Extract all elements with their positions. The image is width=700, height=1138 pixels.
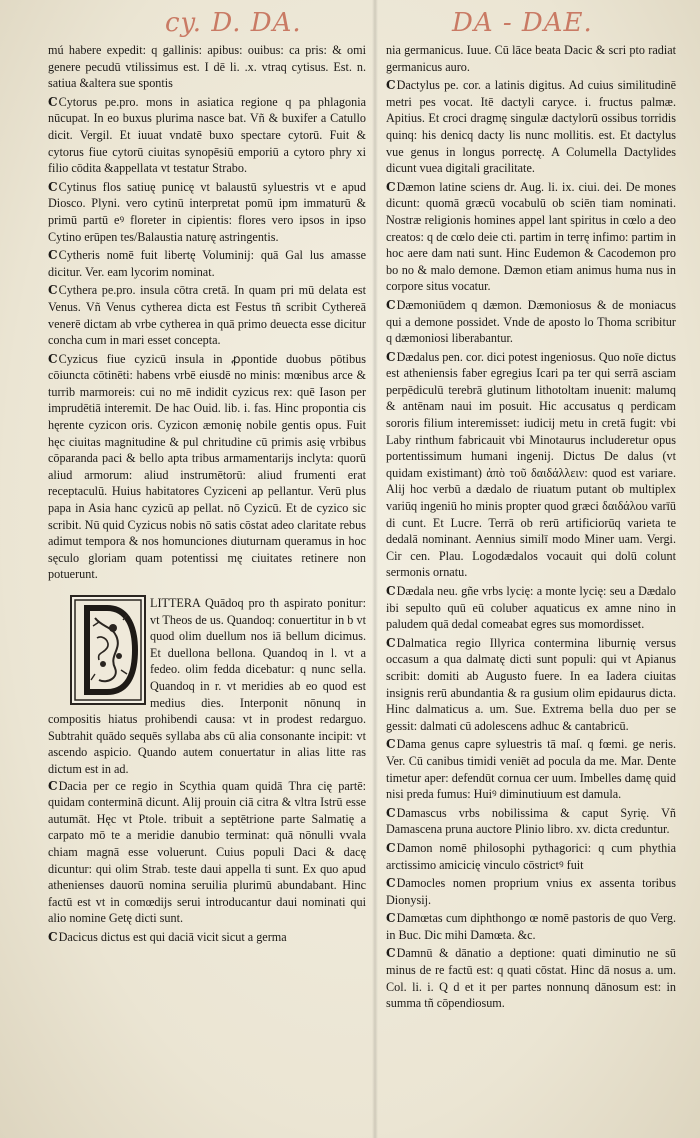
entry-dacicus — [48, 929, 366, 946]
entry-text: Damocles nomen proprium vnius ex assenta toribus Dionysij. — [386, 876, 676, 907]
page-gutter — [372, 0, 378, 1138]
decorated-initial-d-icon — [70, 595, 146, 705]
paragraph-mark-icon: C — [386, 297, 396, 312]
page-header-left: cy. D. DA. — [165, 8, 302, 38]
entry-dacia — [48, 778, 366, 927]
paragraph-mark-icon: C — [48, 179, 58, 194]
left-column — [48, 42, 366, 947]
paragraph-mark-icon: C — [48, 351, 58, 366]
entry-daedalus — [386, 349, 676, 581]
entry-text: Dama genus capre syluestris tā maſ. q fœmi. ge neris. Ver. Cū canibus timidi veniēt ad pocula da me. Mar. Dente timetur aper: defendūt cornua cer uum. Imbelles damę quid nisi preda fumus: Huiꝰ diminutiuum est damula. — [386, 737, 676, 802]
paragraph-mark-icon: C — [386, 737, 396, 752]
entry-text: Cytheris nomē fuit libertę Voluminij: quā Gal lus amasse dicitur. Ver. eam lycorim nominat. — [48, 248, 366, 279]
entry-text: LITTERA Quādoq pro th aspirato ponitur: vt Theos de us. Quandoq: conuertitur in b vt quod olim duellum nos iā bellum dicimus. Et duellona bellona. Quandoq in l. vt a fedeo. olim fedda dicebatur: q nunc sella. Quandoq in r. vt meridies ab eo quod est medius dies. Interponit nōnunq in compositis hiatus prohibendi causa: vt in prodest redarguo. Subtrahit quādo sequēs syllaba abs cū alia consonante incipit: vt ascendo aspicio. Quando autem conuertatur in alias litte ras dictum est in ad. — [48, 596, 366, 776]
entry-text: mú habere expedit: q gallinis: apibus: ouibus: ca pris: & omi genere pecudū vtilissimus est. I dē li. .x. vtraq cytisus. Est. n. satiua &altera sue spontis — [48, 43, 366, 91]
entry-text: Dalmatica regio Illyrica contermina liburnię versus occasum a qua dalmatę dicti sunt populi: qui vt Apianus scribit: domiti ab Augusto fuere. In ea Iadera ciuitas insignis rerū abundantia & ra gusium olim epidaurus dicta. Hinc dalmaticus a. um. Sue. Extrema bella duo per se gessit: dalmati cū adolescens adhuc & cantabricū. — [386, 635, 676, 733]
entry-cyzicus — [48, 351, 366, 583]
entry-damon — [386, 840, 676, 873]
entry-dama — [386, 736, 676, 802]
entry-cytorus — [48, 94, 366, 177]
paragraph-mark-icon: C — [48, 778, 58, 793]
entry-daemon — [386, 179, 676, 295]
paragraph-mark-icon: C — [386, 584, 396, 598]
entry-damascus — [386, 805, 676, 838]
entry-dactylus — [386, 77, 676, 177]
entry-dalmatica — [386, 635, 676, 735]
right-column — [386, 42, 676, 1014]
entry-text: Cytinus flos satiuę punicę vt balaustū syluestris vt e apud Diosco. Plyni. vero cytinū interpretat pomū ipm immaturū & primū partū eꝰ floreter in cipientis: flores vero ipsos in ipso Cytino erūpen tes/Balaustia naturę astringentis. — [48, 179, 366, 244]
paragraph-mark-icon: C — [48, 929, 58, 944]
paragraph-mark-icon: C — [386, 840, 396, 855]
entry-text: Cytorus pe.pro. mons in asiatica regione q pa phlagonia nūcupat. In eo buxus plurima nasce bat. Vñ & buxifer a Catullo dicit. Vergil. Et iuuat vndatē buxo spectare cytorū. Fuit & cytorus fiue cytorū ciuitas synopēsiū emporiū a cytoro phry xi filio cōdita &appellata vt testatur Strabo. — [48, 94, 366, 176]
entry-daemonium — [386, 297, 676, 347]
entry-cytisus-cont — [48, 42, 366, 92]
paragraph-mark-icon: C — [386, 805, 396, 820]
entry-damoetas — [386, 910, 676, 943]
entry-text: Damascus vrbs nobilissima & caput Syrię. Vñ Damascena pruna auctore Plinio libro. xv. dicta creduntur. — [386, 805, 676, 837]
entry-cytheris — [48, 247, 366, 280]
paragraph-mark-icon: C — [386, 78, 396, 93]
entry-text: Cyzicus fiue cyzicū insula in ꝓpontide duobus pōtibus cōiuncta cōtinēti: habens vrbē eiusdē no minis: mœnibus arce & turrib marmoreis: cui no mē indidit cyzicus rex: quē Iason per imprudētiā interemit. De hac Ouid. lib. i. fas. Hinc propontia cis hęrente cyzicon oris. Cyzicon æmonię nobile gentis opus. Fuit hęc ciuitas magnitudine & pul chritudine cū primis asię vrbibus cōparanda paci & bello apta tribus armamentarijs inclyta: quorū aliud armorum: aliud instrumētorū: aliud frumenti erat receptaculū. Huius habitatores Cyziceni ap pellantur. Verū plus papa in Asia hanc cyzicū ap pellat. nō Cyzicū. Et de cyzico sic scribit. Nū quid Cyzicus nobis nō satis cōstat adeo claritate rebus adimut tempora & nos homunciones diuturnam queramus in hoc sęculo gloriam quam potentissi mę ciuitates retinere non potuerunt. — [48, 351, 366, 582]
paragraph-mark-icon: C — [386, 911, 396, 926]
entry-daedala — [386, 583, 676, 633]
entry-text: Damon nomē philosophi pythagorici: q cum phythia arctissimo amicicię vinculo cōstrictꝰ fuit — [386, 840, 676, 872]
paragraph-mark-icon: C — [386, 635, 396, 650]
paragraph-mark-icon: C — [48, 283, 58, 298]
paragraph-mark-icon: C — [48, 248, 58, 263]
entry-text: Dacia per ce regio in Scythia quam quidā Thra cię partē: quidam conterminā dicunt. Alij prouin ciā citra & vltra Istrū esse autumāt. Hęc vt Ptole. tribuit a septētrione parte Salmatię a carpato mō te a meridie danubio terminat: quā nōnulli vvala chiam magnā esse voluerunt. Cuius populi Daci & dacę dicuntur: qui olim Strab. teste daui appella ti sunt. Ex quo apud athenienses dauorū nomina seruilia plurimū abundabant. Hinc factū est vt in comœdijs serui introducantur daui nominati qui alio nomine Getę dicti sunt. — [48, 778, 366, 926]
paragraph-mark-icon: C — [386, 876, 396, 891]
entry-cytinus — [48, 179, 366, 245]
entry-damocles — [386, 875, 676, 908]
paragraph-mark-icon: C — [48, 94, 58, 109]
entry-dacicus-cont — [386, 42, 676, 75]
entry-text: Dædalus pen. cor. dici potest ingeniosus. Quo noīe dictus est atheniensis faber egregius Icari pa ter qui serrā asciam perpēdiculū terebrā glutinum lithotoltam inuenit: malumq & antēnam naui im posuit. Hic accusatus q perdicam sororis filium interemisset: iudicij metu in cretā fugit: vbi Laby rinthum fabricauit vbi Minotaurus includeretur opus portentissimum humani ingenij. Dictus De dalus (vt quidam existimant) ἀπὸ τοῦ δαιδάλλειν: quod est variare. Alij hoc verbū a dædalo de riuatum putant ob multiplex variūq ingeniū ho minis propter quod græci δαιδάλου varīū di cunt. Et Lucre. Terrā ob rerū artificiorūq varieta te dedalā nominant. Aennius similī modo Miner uam. Vergi. Cir cen. Plau. Logodædalos vocauit qui dolū colunt sermonis ornatu. — [386, 349, 676, 580]
paragraph-mark-icon: C — [386, 946, 396, 961]
entry-cythera — [48, 282, 366, 348]
entry-text: nia germanicus. Iuue. Cū lāce beata Dacic & scri pto radiat germanicus auro. — [386, 43, 676, 74]
entry-damnum — [386, 945, 676, 1011]
entry-text: Dæmon latine sciens dr. Aug. li. ix. ciui. dei. De mones dicunt: quomā græcū vocabulū ob sciēn tiam nominati. Nostræ religionis homines appel lant spiritus in cœlo a deo creatos: q de cœlo deie cti. partim in terrę infimo: partim in hoc aere dam nati sunt. Hinc Eudemon & Cacodemon pro bo no & malo demone. Dæmon etiam animus huma nus in corpore situs vocatur. — [386, 179, 676, 294]
entry-text: Dactylus pe. cor. a latinis digitus. Ad cuius similitudinē metri pes vocat. Itē dactyli caryce. i. fructus palmæ. Apitius. Et croci dragmę singulæ dactylorū ossibus torridis quinq: his denicq dacty lis nunc mollitis. est. Et dactylus vue genus in longus porrectę. A Columella Dactylides dicunt vuea digitali gracilitate. — [386, 78, 676, 176]
page-header-right: DA - DAE. — [452, 8, 593, 38]
entry-text: Dacicus dictus est qui daciā vicit sicut a germa — [58, 929, 287, 944]
entry-text: Cythera pe.pro. insula cōtra cretā. In quam pri mū delata est Venus. Vñ Venus cytherea dicta est Festus tñ scribit Cythereā venerē dictam ab vrbe cytherea in quā primo deuecta esse dicitur concha cum in mari esset concepta. — [48, 283, 366, 348]
entry-text: Damnū & dānatio a deptione: quati diminutio ne sū minus de re factū est: q quati cōstat. Hinc dā nosus a. um. Col. li. i. Q d et it per partes nonnunq dānosum est: in summa tñ cōpendiosum. — [386, 946, 676, 1011]
paragraph-mark-icon: C — [386, 349, 396, 364]
letter-d-section — [48, 595, 366, 778]
entry-text: Damœtas cum diphthongo œ nomē pastoris de quo Verg. in Buc. Dic mihi Damœta. &c. — [386, 911, 676, 942]
entry-text: Dædala neu. gñe vrbs lycię: a monte lycię: seu a Dædalo ibi sepulto quū eū coluber aquaticus ex amne nino in paludem quā dedal comeabat egres sus momordisset. — [386, 584, 676, 632]
entry-text: Dæmoniūdem q dæmon. Dæmoniosus & de moniacus qui a demone possidet. Vnde de aposto lo Thoma scribitur q dæmoniosi liberabantur. — [386, 297, 676, 346]
paragraph-mark-icon: C — [386, 179, 396, 194]
